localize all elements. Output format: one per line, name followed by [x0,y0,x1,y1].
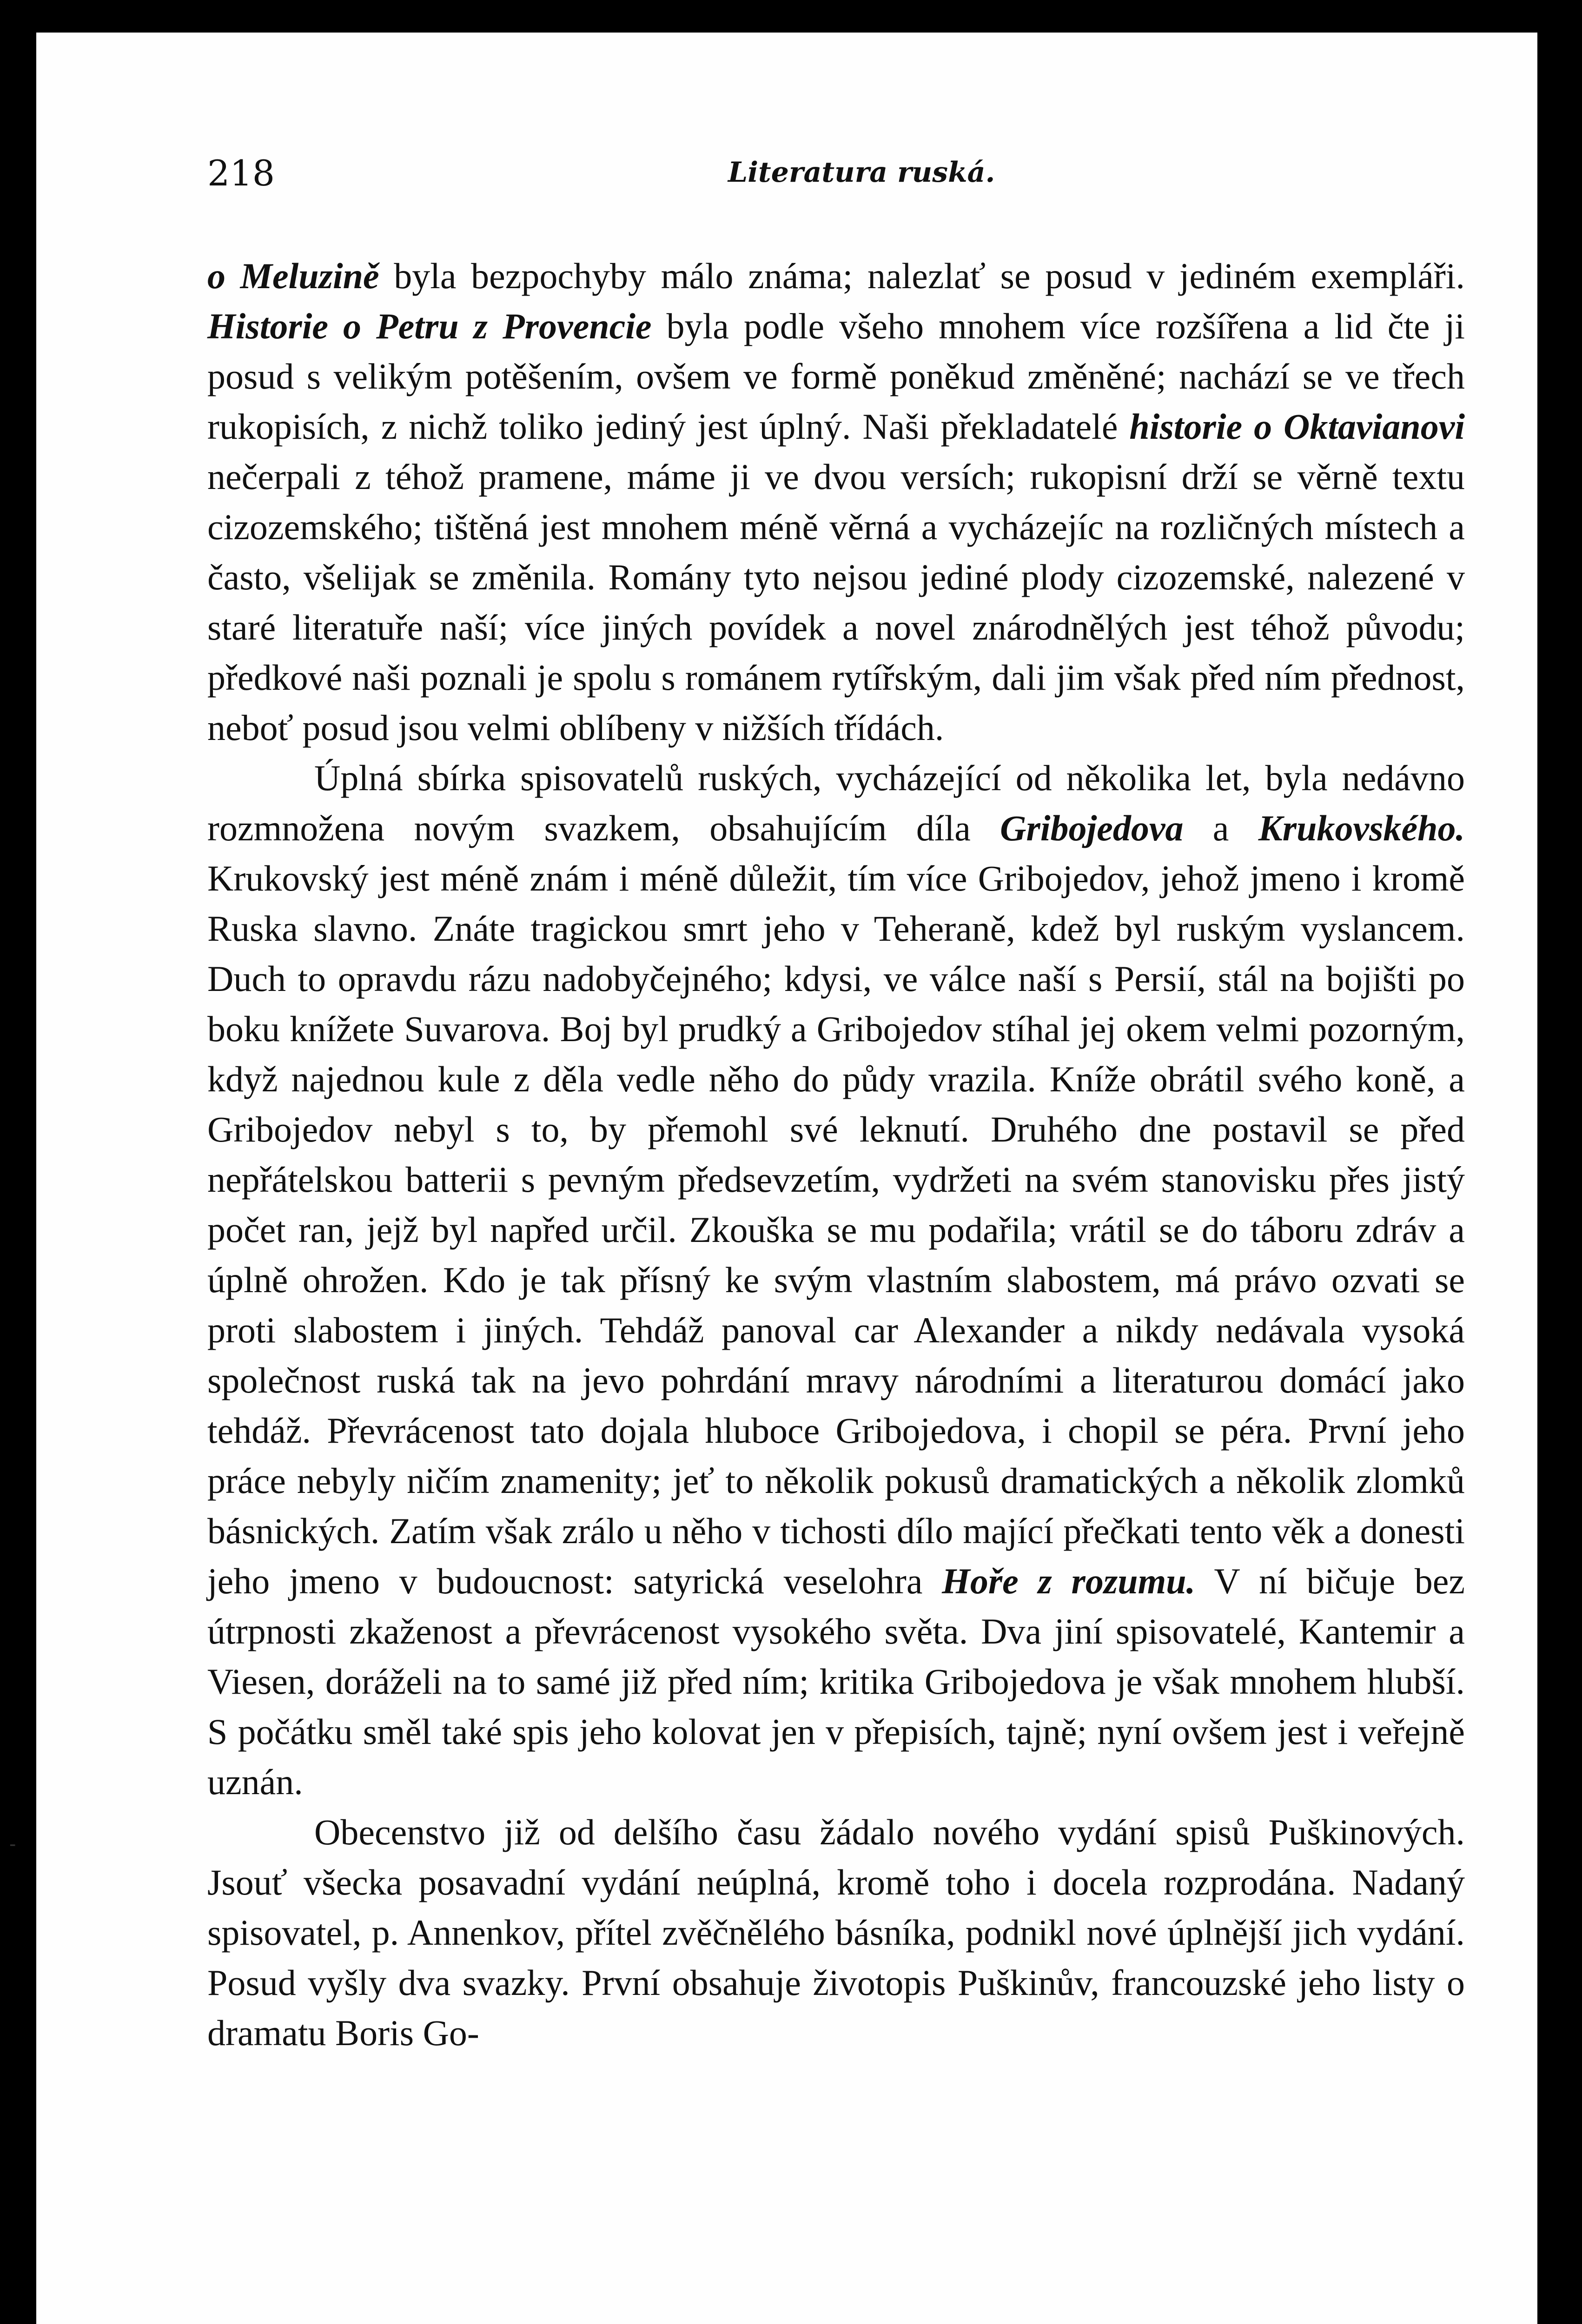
italic-phrase: Gribojedova [1000,808,1184,848]
paragraph-1 [207,251,1465,753]
page-header [207,139,1465,204]
italic-phrase: historie o Oktavianovi [1129,406,1465,447]
paragraph-3 [207,1807,1465,2058]
body-text [207,251,1465,2058]
italic-phrase: Historie o Petru z Provencie [207,306,652,346]
text-run: byla podle všeho mnohem více rozšířena a lid čte ji posud s velikým potěšením, ovšem ve formě poněkud změněné; nachází se ve třech rukopisích, z nichž toliko jediný jest úplný. Naši překladatelé [207,306,1465,447]
running-title: Literatura ruská. [728,156,995,189]
paragraph-2 [207,753,1465,1807]
book-page [36,33,1537,2324]
text-run: V ní bičuje bez útrpnosti zkaženost a převrácenost vysokého světa. Dva jiní spisovatelé, Kantemir a Viesen, doráželi na to samé již před ním; kritika Gribojedova je však mnohem hlubší. S počátku směl také spis jeho kolovat jen v přepisích, tajně; nyní ovšem jest i veřejně uznán. [207,1561,1465,1802]
text-run: a [1183,808,1258,848]
text-run: Krukovský jest méně znám i méně důležit, tím více Gribojedov, jehož jmeno i kromě Ruska slavno. Znáte tragickou smrt jeho v Teheraně, kdež byl ruským vyslancem. Duch to opravdu rázu nadobyčejného; kdysi, ve válce naší s Persií, stál na bojišti po boku knížete Suvarova. Boj byl prudký a Gribojedov stíhal jej okem velmi pozorným, když najednou kule z děla vedle něho do půdy vrazila. Kníže obrátil svého koně, a Gribojedov nebyl s to, by přemohl své leknutí. Druhého dne postavil se před nepřátelskou batterii s pevným předsevzetím, vydržeti na svém stanovisku přes jistý počet ran, jejž byl napřed určil. Zkouška se mu podařila; vrátil se do táboru zdráv a úplně ohrožen. Kdo je tak přísný ke svým vlastním slabostem, má právo ozvati se proti slabostem i jiných. Tehdáž panoval car Alexander a nikdy nedávala vysoká společnost ruská tak na jevo pohrdání mravy národními a literaturou domácí jako tehdáž. Převrácenost tato dojala hluboce Gribojedova, i chopil se péra. První jeho práce nebyly ničím znamenity; jeť to několik pokusů dramatických a několik zlomků básnických. Zatím však zrálo u něho v tichosti dílo mající přečkati tento věk a donesti jeho jmeno v budoucnost: satyrická veselohra [207,858,1465,1601]
text-run: byla bezpochyby málo známa; nalezlať se posud v jediném exempláři. [379,256,1465,296]
text-run: Úplná sbírka spisovatelů ruských, vycházející od několika let, byla nedávno rozmnožena novým svazkem, obsahujícím díla [207,758,1465,848]
italic-phrase: Krukovského. [1258,808,1465,848]
margin-tick-mark: - [9,1834,16,1855]
italic-phrase: o Meluzině [207,256,379,296]
page-number: 218 [207,152,275,194]
text-run: nečerpali z téhož pramene, máme ji ve dvou versích; rukopisní drží se věrně textu cizozemského; tištěná jest mnohem méně věrná a vycházejíc na rozličných místech a často, všelijak se změnila. Romány tyto nejsou jediné plody cizozemské, nalezené v staré literatuře naší; více jiných povídek a novel znárodnělých jest téhož původu; předkové naši poznali je spolu s románem rytířským, dali jim však před ním přednost, neboť posud jsou velmi oblíbeny v nižších třídách. [207,456,1465,748]
italic-phrase: Hoře z rozumu. [942,1561,1196,1601]
text-run: Obecenstvo již od delšího času žádalo nového vydání spisů Puškinových. Jsouť všecka posavadní vydání neúplná, kromě toho i docela rozprodána. Nadaný spisovatel, p. Annenkov, přítel zvěčnělého básníka, podnikl nové úplnější jich vydání. Posud vyšly dva svazky. První obsahuje životopis Puškinův, francouzské jeho listy o dramatu Boris Go- [207,1812,1465,2053]
